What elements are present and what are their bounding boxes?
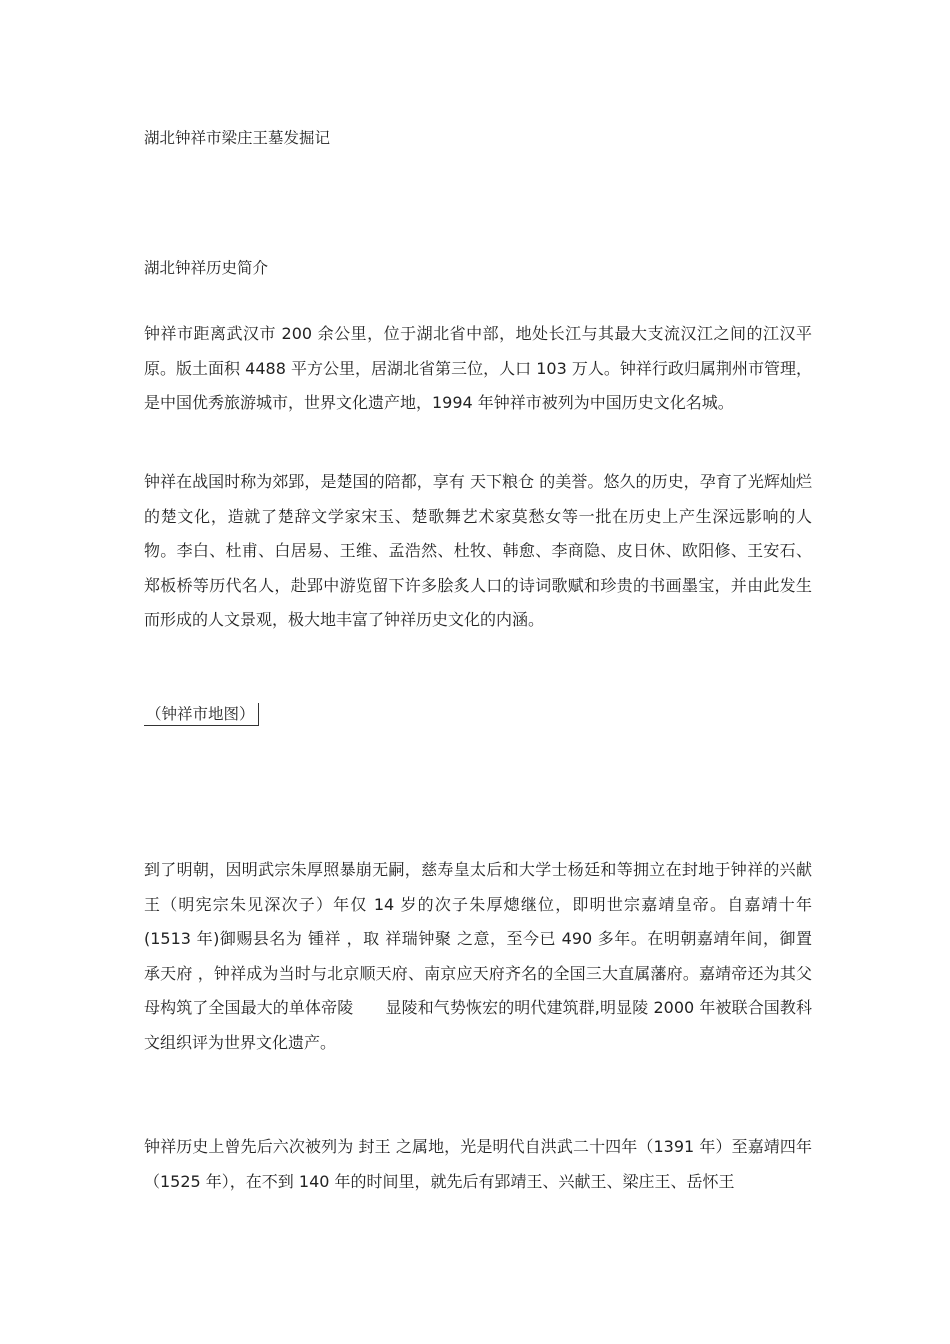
document-title: 湖北钟祥市梁庄王墓发掘记	[144, 129, 331, 147]
paragraph-intro: 钟祥市距离武汉市 200 余公里，位于湖北省中部，地处长江与其最大支流汉江之间的江汉平原。版土面积 4488 平方公里，居湖北省第三位，人口 103 万人。钟祥行政归属荆州市管理，是中国优秀旅游城市，世界文化遗产地，1994 年钟祥市被列为中国历史文化名城。	[144, 324, 812, 413]
map-image-placeholder	[144, 740, 812, 830]
paragraph-fiefdoms: 钟祥历史上曾先后六次被列为 封王 之属地，光是明代自洪武二十四年（1391 年）至嘉靖四年（1525 年），在不到 140 年的时间里，就先后有郢靖王、兴献王、梁庄王、岳怀王	[144, 1137, 812, 1191]
section-heading: 湖北钟祥历史简介	[144, 259, 269, 277]
paragraph-warring-states: 钟祥在战国时称为郊郢，是楚国的陪都，享有 天下粮仓 的美誉。悠久的历史，孕育了光辉灿烂的楚文化，造就了楚辞文学家宋玉、楚歌舞艺术家莫愁女等一批在历史上产生深远影响的人物。李白、杜甫、白居易、王维、孟浩然、杜牧、韩愈、李商隐、皮日休、欧阳修、王安石、郑板桥等历代名人，赴郢中游览留下许多脍炙人口的诗词歌赋和珍贵的书画墨宝，并由此发生而形成的人文景观，极大地丰富了钟祥历史文化的内涵。	[144, 472, 812, 630]
map-caption: （钟祥市地图）	[144, 703, 259, 726]
paragraph-ming-dynasty: 到了明朝，因明武宗朱厚照暴崩无嗣，慈寿皇太后和大学士杨廷和等拥立在封地于钟祥的兴献王（明宪宗朱见深次子）年仅 14 岁的次子朱厚熜继位，即明世宗嘉靖皇帝。自嘉靖十年(1513 年)御赐县名为 锺祥 ，取 祥瑞钟聚 之意，至今已 490 多年。在明朝嘉靖年间，御置 承天府 ，钟祥成为当时与北京顺天府、南京应天府齐名的全国三大直属藩府。嘉靖帝还为其父母构筑了全国最大的单体帝陵 显陵和气势恢宏的明代建筑群,明显陵 2000 年被联合国教科文组织评为世界文化遗产。	[144, 860, 812, 1052]
